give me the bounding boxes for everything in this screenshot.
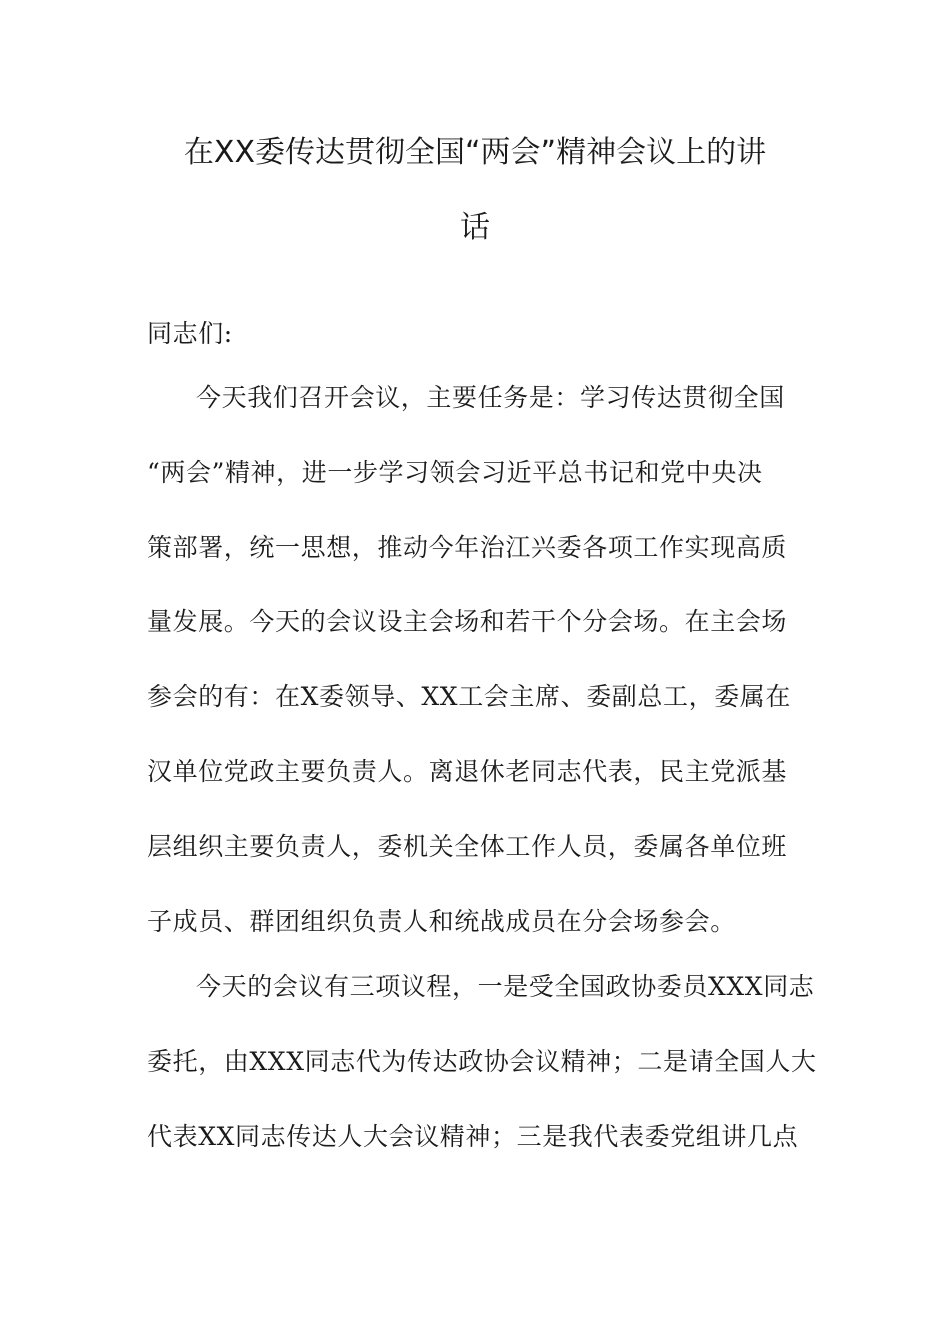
paragraph-1-line-4: 量发展。今天的会议设主会场和若干个分会场。在主会场 — [147, 607, 788, 636]
paragraph-2-line-3: 代表XX同志传达人大会议精神；三是我代表委党组讲几点 — [147, 1122, 799, 1151]
paragraph-1-line-1: 今天我们召开会议，主要任务是：学习传达贯彻全国 — [196, 383, 785, 412]
document-title-line-2: 话 — [460, 210, 490, 245]
paragraph-2-line-1: 今天的会议有三项议程，一是受全国政协委员XXX同志 — [196, 972, 815, 1001]
salutation: 同志们: — [147, 319, 233, 348]
paragraph-1-line-5: 参会的有：在X委领导、XX工会主席、委副总工，委属在 — [147, 682, 791, 711]
document-title-line-1: 在XX委传达贯彻全国“两会”精神会议上的讲 — [183, 135, 767, 170]
paragraph-1-line-3: 策部署，统一思想，推动今年治江兴委各项工作实现高质 — [147, 533, 788, 562]
paragraph-1-line-6: 汉单位党政主要负责人。离退休老同志代表，民主党派基 — [147, 757, 788, 786]
paragraph-1-line-7: 层组织主要负责人，委机关全体工作人员，委属各单位班 — [147, 832, 788, 861]
paragraph-2-line-2: 委托，由XXX同志代为传达政协会议精神；二是请全国人大 — [147, 1047, 817, 1076]
paragraph-1-line-8: 子成员、群团组织负责人和统战成员在分会场参会。 — [147, 907, 736, 936]
paragraph-1-line-2: “两会”精神，进一步学习领会习近平总书记和党中央决 — [147, 458, 763, 487]
